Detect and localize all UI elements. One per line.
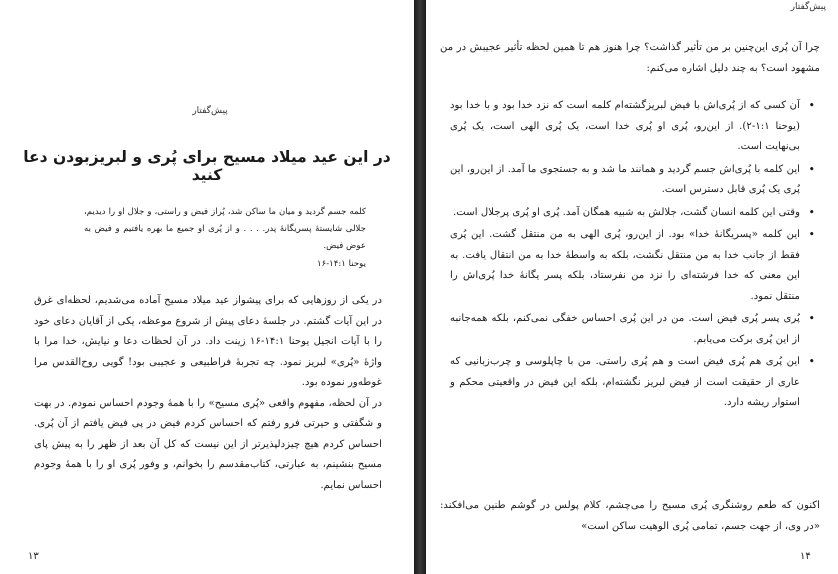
intro-paragraph: چرا آن پُری این‌چنین بر من تأثیر گذاشت؟ چرا هنوز هم تا همین لحظه تأثیر عجیبش در من مشهود است؟ به چند دلیل اشاره می‌کنم: [440,42,820,74]
list-item: • این کلمه با پُری‌اش جسم گردید و همانند ما شد و به جستجوی ما آمد. از این‌رو، این پُری یک پُری قابل دسترس است. [450,160,800,201]
epigraph [84,204,366,269]
bullet-list [450,96,816,416]
chapter-title: در این عید میلاد مسیح برای پُری و لبریزبودن دعا کنید [23,148,391,184]
list-item: • وقتی این کلمه انسان گشت، جلالش به شبیه همگان آمد. پُری او پُری پرجلال است. [450,203,800,224]
paragraph: در آن لحظه، مفهوم واقعی «پُری مسیح» را با همهٔ وجودم احساس نمودم. در بهت و شگفتی و حیرتی فرو رفتم که احساس کردم فیض در پی فیض یافتم از آن پُری. احساس کردم هیچ چیزدلپذیرتر از این نیست که کل آن بعد از ظهر را به پیش پای مسیح بنشینم، به عبارتی، کتاب‌مقدسم را بخوانم، و وفور پُری او را با همهٔ وجودم احساس نمایم. [34,397,382,491]
page-number: ۱۳ [28,551,39,562]
running-head: پیش‌گفتار [192,106,228,116]
closing [440,496,820,537]
intro [440,38,820,79]
running-head: پیش‌گفتار [790,2,826,12]
page-number: ۱۴ [800,551,811,562]
book-page-14 [426,0,838,574]
list-item: • پُری پسر پُری فیض است. من در این پُری احساس خفگی نمی‌کنم، بلکه همه‌جانبه از این پُری برکت می‌یابم. [450,309,800,350]
body-text [34,291,382,496]
paragraph: در یکی از روزهایی که برای پیشواز عید میلاد مسیح آماده می‌شدیم، لحظه‌ای غرق در این آیات گشتم. در جلسهٔ دعای پیش از شروع موعظه، یکی از آقایان دعای خود را با آیات انجیل یوحنا ۱۴:۱-۱۶ زینت داد. در آن لحظات دعا و نیایش، خدا مرا با واژهٔ «پُری» لبریز نمود. چه تجربهٔ فراطبیعی و عجیبی بود! گویی روح‌القدس مرا غوطه‌ور نموده بود. [34,295,382,388]
list-item: • این پُری هم پُری فیض است و هم پُری راستی. من با چاپلوسی و چرب‌زبانیی که عاری از حقیقت است از فیض لبریز نگشته‌ام، بلکه این فیض در واقعیتی محکم و استوار ریشه دارد. [450,352,800,414]
book-page-13 [0,0,414,574]
book-gutter [414,0,426,574]
closing-paragraph: اکنون که طعم روشنگری پُری مسیح را می‌چشم، کلام پولس در گوشم طنین می‌افکند: «در وی، از جهت جسم، تمامی پُری الوهیت ساکن است» [440,500,820,532]
epigraph-text: کلمه جسم گردید و میان ما ساکن شد، پُراز فیض و راستی، و جلال او را دیدیم، جلالی شایستهٔ پسریگانهٔ پدر. . . . و از پُری او جمیع ما بهره یافتیم و فیض به عوض فیض. [84,207,366,251]
epigraph-reference: یوحنا ۱۴:۱-۱۶ [317,259,366,269]
list-item: • این کلمه «پسریگانهٔ خدا» بود. از این‌رو، پُری الهی به من منتقل گشت. این پُری فقط از جانب خدا به من منتقل نگشت، بلکه به واسطهٔ خدا به من انتقال یافت. به این معنی که خدا فرشته‌ای را نزد من نفرستاد، بلکه پسر یگانهٔ خدا پُری‌اش را منتقل نمود. [450,225,800,307]
list-item: • آن کسی که از پُری‌اش با فیض لبریزگشته‌ام کلمه است که نزد خدا بود و با خدا بود (یوحنا ۱:۱-۲). از این‌رو، پُری او پُری خدا است، یک پُری الهی است، یک پُری بی‌نهایت است. [450,96,800,158]
